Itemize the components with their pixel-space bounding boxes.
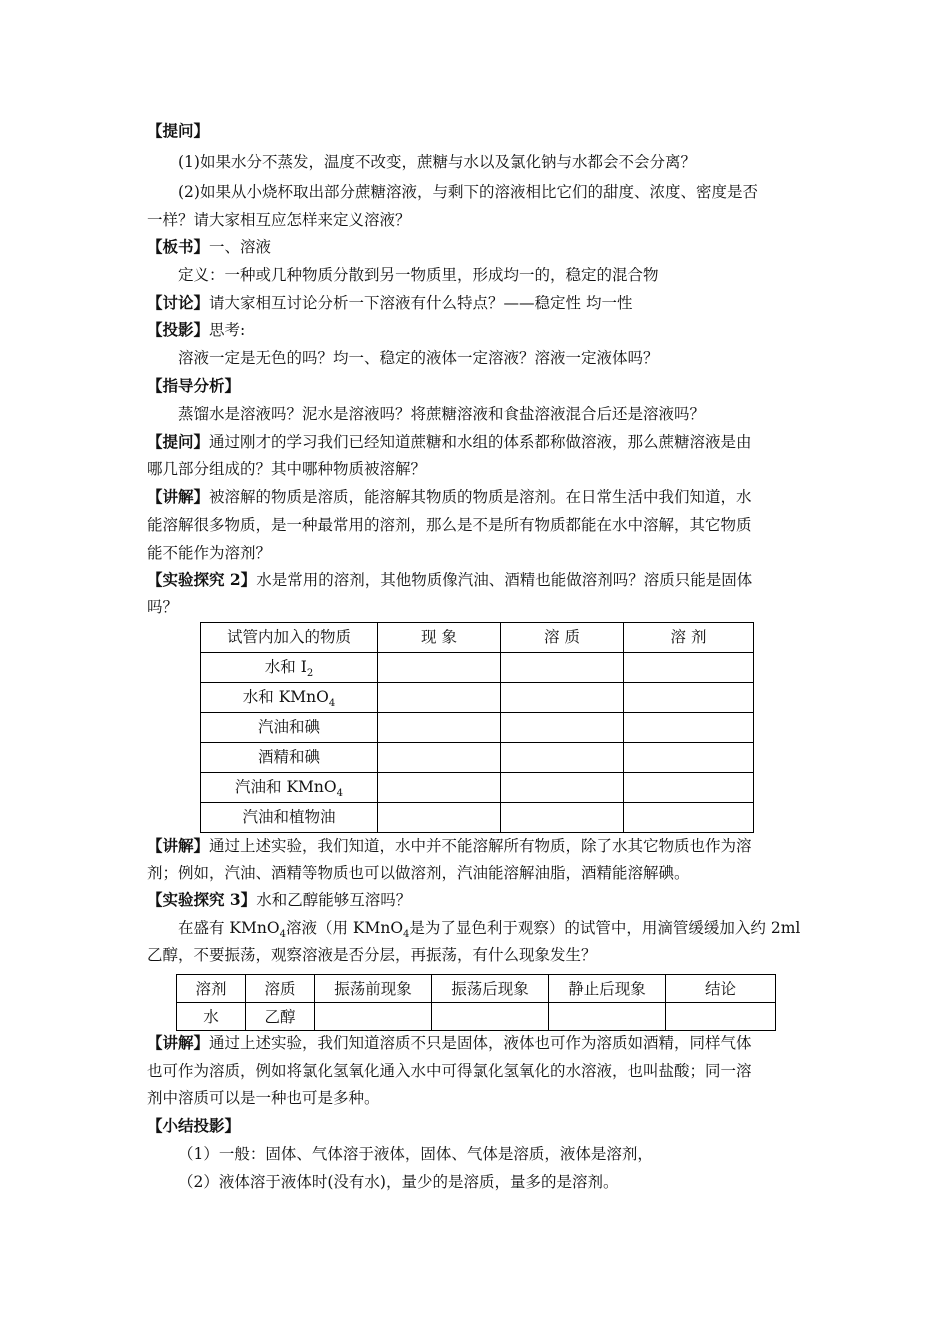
section-tag: 【讲解】: [147, 1033, 210, 1052]
table-cell: [201, 683, 378, 713]
cell-text: 酒精和碘: [257, 748, 320, 766]
paragraph-text: 请大家相互讨论分析一下溶液有什么特点？——稳定性 均一性: [209, 294, 633, 312]
paragraph-text: 溶液（用 KMnO: [285, 919, 404, 937]
table-header-cell: 溶剂: [177, 975, 246, 1003]
paragraph: [147, 487, 752, 507]
table-cell: [501, 803, 624, 833]
cell-text: 汽油和碘: [257, 718, 320, 736]
section-tag: 【讲解】: [147, 487, 210, 506]
table-cell: [378, 683, 501, 713]
cell-subscript: 2: [306, 668, 314, 680]
paragraph: 能溶解很多物质，是一种最常用的溶剂，那么是不是所有物质都能在水中溶解，其它物质: [147, 516, 752, 534]
subscript: 4: [279, 929, 286, 941]
paragraph-text: 通过刚才的学习我们已经知道蔗糖和水组的体系都称做溶液，那么蔗糖溶液是由: [209, 433, 752, 451]
table-row: [201, 773, 754, 803]
section-tag: 【板书】: [147, 237, 210, 256]
paragraph: [147, 237, 271, 257]
table-cell: [432, 1003, 549, 1031]
table-cell: [501, 713, 624, 743]
paragraph: 定义：一种或几种物质分散到另一物质里，形成均一的，稳定的混合物: [178, 266, 659, 284]
table-cell: [624, 713, 754, 743]
table-row: [201, 803, 754, 833]
table-cell: [201, 803, 378, 833]
paragraph-text: 是为了显色利于观察）的试管中，用滴管缓缓加入约 2ml: [409, 919, 801, 937]
paragraph: [147, 320, 245, 340]
table-cell: [201, 713, 378, 743]
paragraph: 一样？请大家相互应怎样来定义溶液？: [147, 211, 411, 229]
paragraph-text: 一、溶液: [209, 238, 272, 256]
paragraph: 剂中溶质可以是一种也可是多种。: [147, 1089, 380, 1107]
paragraph: （1）一般：固体、气体溶于液体，固体、气体是溶质，液体是溶剂，: [178, 1145, 653, 1163]
table-header-cell: 结论: [666, 975, 776, 1003]
paragraph: 能不能作为溶剂？: [147, 544, 272, 562]
table-cell: [201, 773, 378, 803]
table-cell: [624, 683, 754, 713]
paragraph: 溶液一定是无色的吗？均一、稳定的液体一定溶液？溶液一定液体吗？: [178, 349, 659, 367]
table-cell: [666, 1003, 776, 1031]
cell-text: 水和 I: [264, 658, 307, 676]
section-tag: 【投影】: [147, 320, 210, 339]
paragraph: 哪几部分组成的？其中哪种物质被溶解？: [147, 460, 427, 478]
table-cell: [501, 773, 624, 803]
table-cell: [624, 743, 754, 773]
section-tag: 【讲解】: [147, 836, 210, 855]
paragraph: (1)如果水分不蒸发，温度不改变，蔗糖与水以及氯化钠与水都会不会分离？: [178, 153, 696, 171]
table-cell: [624, 653, 754, 683]
paragraph: [147, 890, 411, 910]
table-header-cell: 溶 质: [501, 623, 624, 653]
paragraph: [147, 1033, 752, 1053]
subscript: 4: [403, 929, 410, 941]
paragraph-text: 水和乙醇能够互溶吗？: [256, 891, 412, 909]
section-tag: 【讨论】: [147, 293, 210, 312]
experiment-table-1: [200, 622, 754, 833]
table-cell: [378, 713, 501, 743]
experiment-table-2: [176, 974, 776, 1031]
section-tag: 【实验探究 3】: [147, 890, 257, 909]
table-cell: [201, 653, 378, 683]
table-header-cell: 振荡后现象: [432, 975, 549, 1003]
table-cell: [315, 1003, 432, 1031]
paragraph: （2）液体溶于液体时(没有水)，量少的是溶质，量多的是溶剂。: [178, 1173, 619, 1191]
table-cell: [501, 653, 624, 683]
table-header-cell: 现 象: [378, 623, 501, 653]
paragraph: [178, 918, 801, 941]
table-header-cell: 振荡前现象: [315, 975, 432, 1003]
table-cell: [378, 743, 501, 773]
cell-subscript: 4: [328, 698, 336, 710]
paragraph-text: 在盛有 KMnO: [178, 919, 280, 937]
paragraph-text: 通过上述实验，我们知道，水中并不能溶解所有物质，除了水其它物质也作为溶: [209, 837, 752, 855]
table-header-cell: 静止后现象: [549, 975, 666, 1003]
paragraph: (2)如果从小烧杯取出部分蔗糖溶液，与剩下的溶液相比它们的甜度、浓度、密度是否: [178, 183, 758, 201]
table-cell: [549, 1003, 666, 1031]
table-cell: [624, 773, 754, 803]
table-cell: [378, 653, 501, 683]
table-cell: [501, 683, 624, 713]
paragraph: [147, 570, 752, 590]
paragraph-text: 通过上述实验，我们知道溶质不只是固体，液体也可作为溶质如酒精，同样气体: [209, 1034, 752, 1052]
paragraph: [147, 432, 752, 452]
table-header-cell: 试管内加入的物质: [201, 623, 378, 653]
section-tag-question: 【提问】: [147, 121, 210, 140]
table-header-row: [177, 975, 776, 1003]
table-cell: [378, 803, 501, 833]
table-cell: 水: [177, 1003, 246, 1031]
table-cell: [201, 743, 378, 773]
paragraph: 也可作为溶质，例如将氯化氢氧化通入水中可得氯化氢氧化的水溶液，也叫盐酸；同一溶: [147, 1062, 752, 1080]
table-row: [201, 653, 754, 683]
section-tag: 【实验探究 2】: [147, 570, 257, 589]
paragraph-text: 水是常用的溶剂，其他物质像汽油、酒精也能做溶剂吗？溶质只能是固体: [256, 571, 753, 589]
cell-subscript: 4: [336, 788, 343, 800]
cell-text: 水和 KMnO: [242, 688, 329, 706]
table-header-cell: 溶质: [246, 975, 315, 1003]
paragraph: 乙醇，不要振荡，观察溶液是否分层，再振荡，有什么现象发生？: [147, 946, 597, 964]
paragraph: [147, 293, 632, 313]
table-cell: [501, 743, 624, 773]
table-row: [201, 713, 754, 743]
cell-text: 汽油和 KMnO: [235, 778, 337, 796]
table-cell: 乙醇: [246, 1003, 315, 1031]
paragraph: 剂；例如，汽油、酒精等物质也可以做溶剂，汽油能溶解油脂，酒精能溶解碘。: [147, 864, 690, 882]
paragraph: 吗？: [147, 598, 179, 616]
paragraph: 蒸馏水是溶液吗？泥水是溶液吗？将蔗糖溶液和食盐溶液混合后还是溶液吗？: [178, 405, 706, 423]
paragraph: [147, 836, 752, 856]
table-row: [177, 1003, 776, 1031]
table-header-cell: 溶 剂: [624, 623, 754, 653]
section-tag: 【小结投影】: [147, 1116, 241, 1135]
section-tag: 【指导分析】: [147, 376, 241, 395]
table-cell: [378, 773, 501, 803]
paragraph-text: 被溶解的物质是溶质，能溶解其物质的物质是溶剂。在日常生活中我们知道，水: [209, 488, 752, 506]
paragraph-text: 思考:: [209, 321, 246, 339]
cell-text: 汽油和植物油: [242, 808, 336, 826]
table-header-row: [201, 623, 754, 653]
section-tag: 【提问】: [147, 432, 210, 451]
table-row: [201, 743, 754, 773]
table-cell: [624, 803, 754, 833]
table-row: [201, 683, 754, 713]
